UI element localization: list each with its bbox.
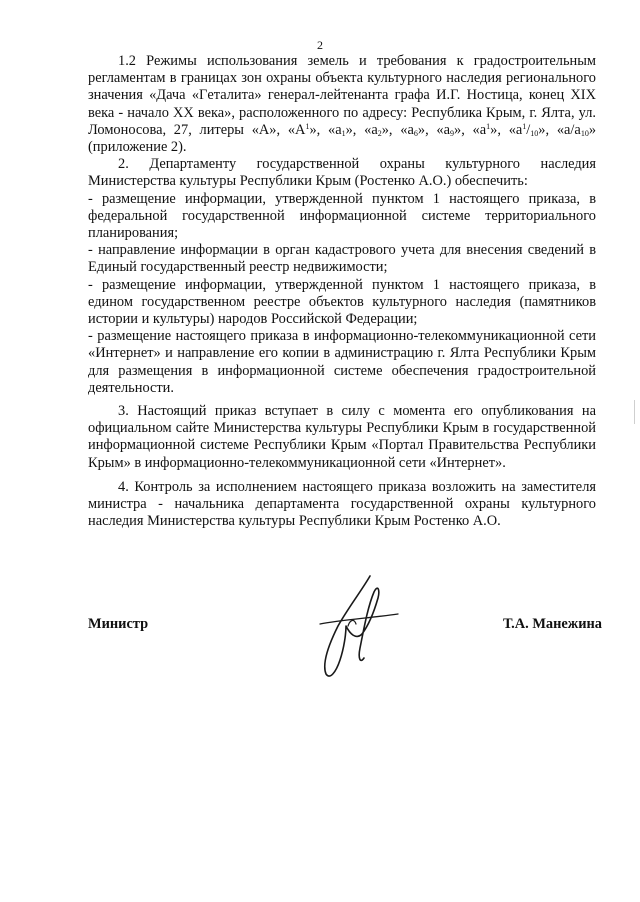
paragraph-1-2-text: 1.2 Режимы использования земель и требования к градостроительным регламентам в границах зон охраны объекта культурного наследия регионального значения «Дача «Гeталита» генерал-лейтенанта графа И.Г. Ностица, конец XIX века - начало XX века», расположенного по адресу: Республика Крым, г. Ялта, ул. Ломоносова, 27, литеры «А», «А — [88, 53, 596, 138]
signature-block — [88, 616, 608, 640]
text-fragment: », «а — [345, 121, 378, 138]
paragraph-1-2 — [88, 53, 596, 156]
text-fragment: », «а — [309, 121, 342, 138]
paragraph-2-item-1: - размещение информации, утвержденной пунктом 1 настоящего приказа, в федеральной государственной информационной системе территориального планирования; — [88, 190, 596, 242]
paragraph-2-item-4: - размещение настоящего приказа в информационно-телекоммуникационной сети «Интернет» и направление его копии в администрацию г. Ялта Республики Крым для размещения в информационной системе обеспечения градостроительной деятельности. — [88, 328, 596, 396]
paragraph-3: 3. Настоящий приказ вступает в силу с момента его опубликования на официальном сайте Министерства культуры Республики Крым в государственной информационной системе Республики Крым «Портал Правительства Республики Крым» в информационно-телекоммуникационной сети «Интернет». — [88, 403, 596, 471]
paragraph-2-item-3: - размещение информации, утвержденной пунктом 1 настоящего приказа, в едином государственном реестре объектов культурного наследия (памятников истории и культуры) народов Российской Федерации; — [88, 276, 596, 328]
text-fragment: / — [526, 121, 531, 138]
subscript: 10 — [530, 128, 539, 138]
subscript: 9 — [450, 128, 455, 138]
paragraph-4: 4. Контроль за исполнением настоящего приказа возложить на заместителя министра - начальника департамента государственной охраны культурного наследия Министерства культуры Республики Крым Ростенко А.О. — [88, 478, 596, 530]
paragraph-2-item-2: - направление информации в орган кадастрового учета для внесения сведений в Единый государственный реестр недвижимости; — [88, 242, 596, 276]
text-fragment: », «а/а — [538, 121, 581, 138]
text-fragment: », «а — [417, 121, 451, 138]
subscript: 10 — [580, 128, 589, 138]
subscript: 1 — [341, 128, 346, 138]
signatory-title: Министр — [88, 616, 149, 632]
superscript: 1 — [522, 121, 527, 131]
signatory-name: Т.А. Манежина — [502, 616, 602, 632]
subscript: 2 — [377, 128, 382, 138]
document-body — [88, 53, 596, 530]
page-number: 2 — [317, 38, 323, 52]
paragraph-2: 2. Департаменту государственной охраны культурного наследия Министерства культуры Республики Крым (Ростенко А.О.) обеспечить: — [88, 156, 596, 190]
superscript: 1 — [305, 121, 310, 131]
scan-edge-mark — [634, 400, 635, 424]
superscript: 1 — [486, 121, 491, 131]
text-fragment: » (приложение 2). — [88, 121, 597, 156]
text-fragment: », «а — [490, 121, 523, 138]
text-fragment: », «а — [454, 121, 487, 138]
text-fragment: », «а — [381, 121, 414, 138]
subscript: 6 — [413, 128, 418, 138]
